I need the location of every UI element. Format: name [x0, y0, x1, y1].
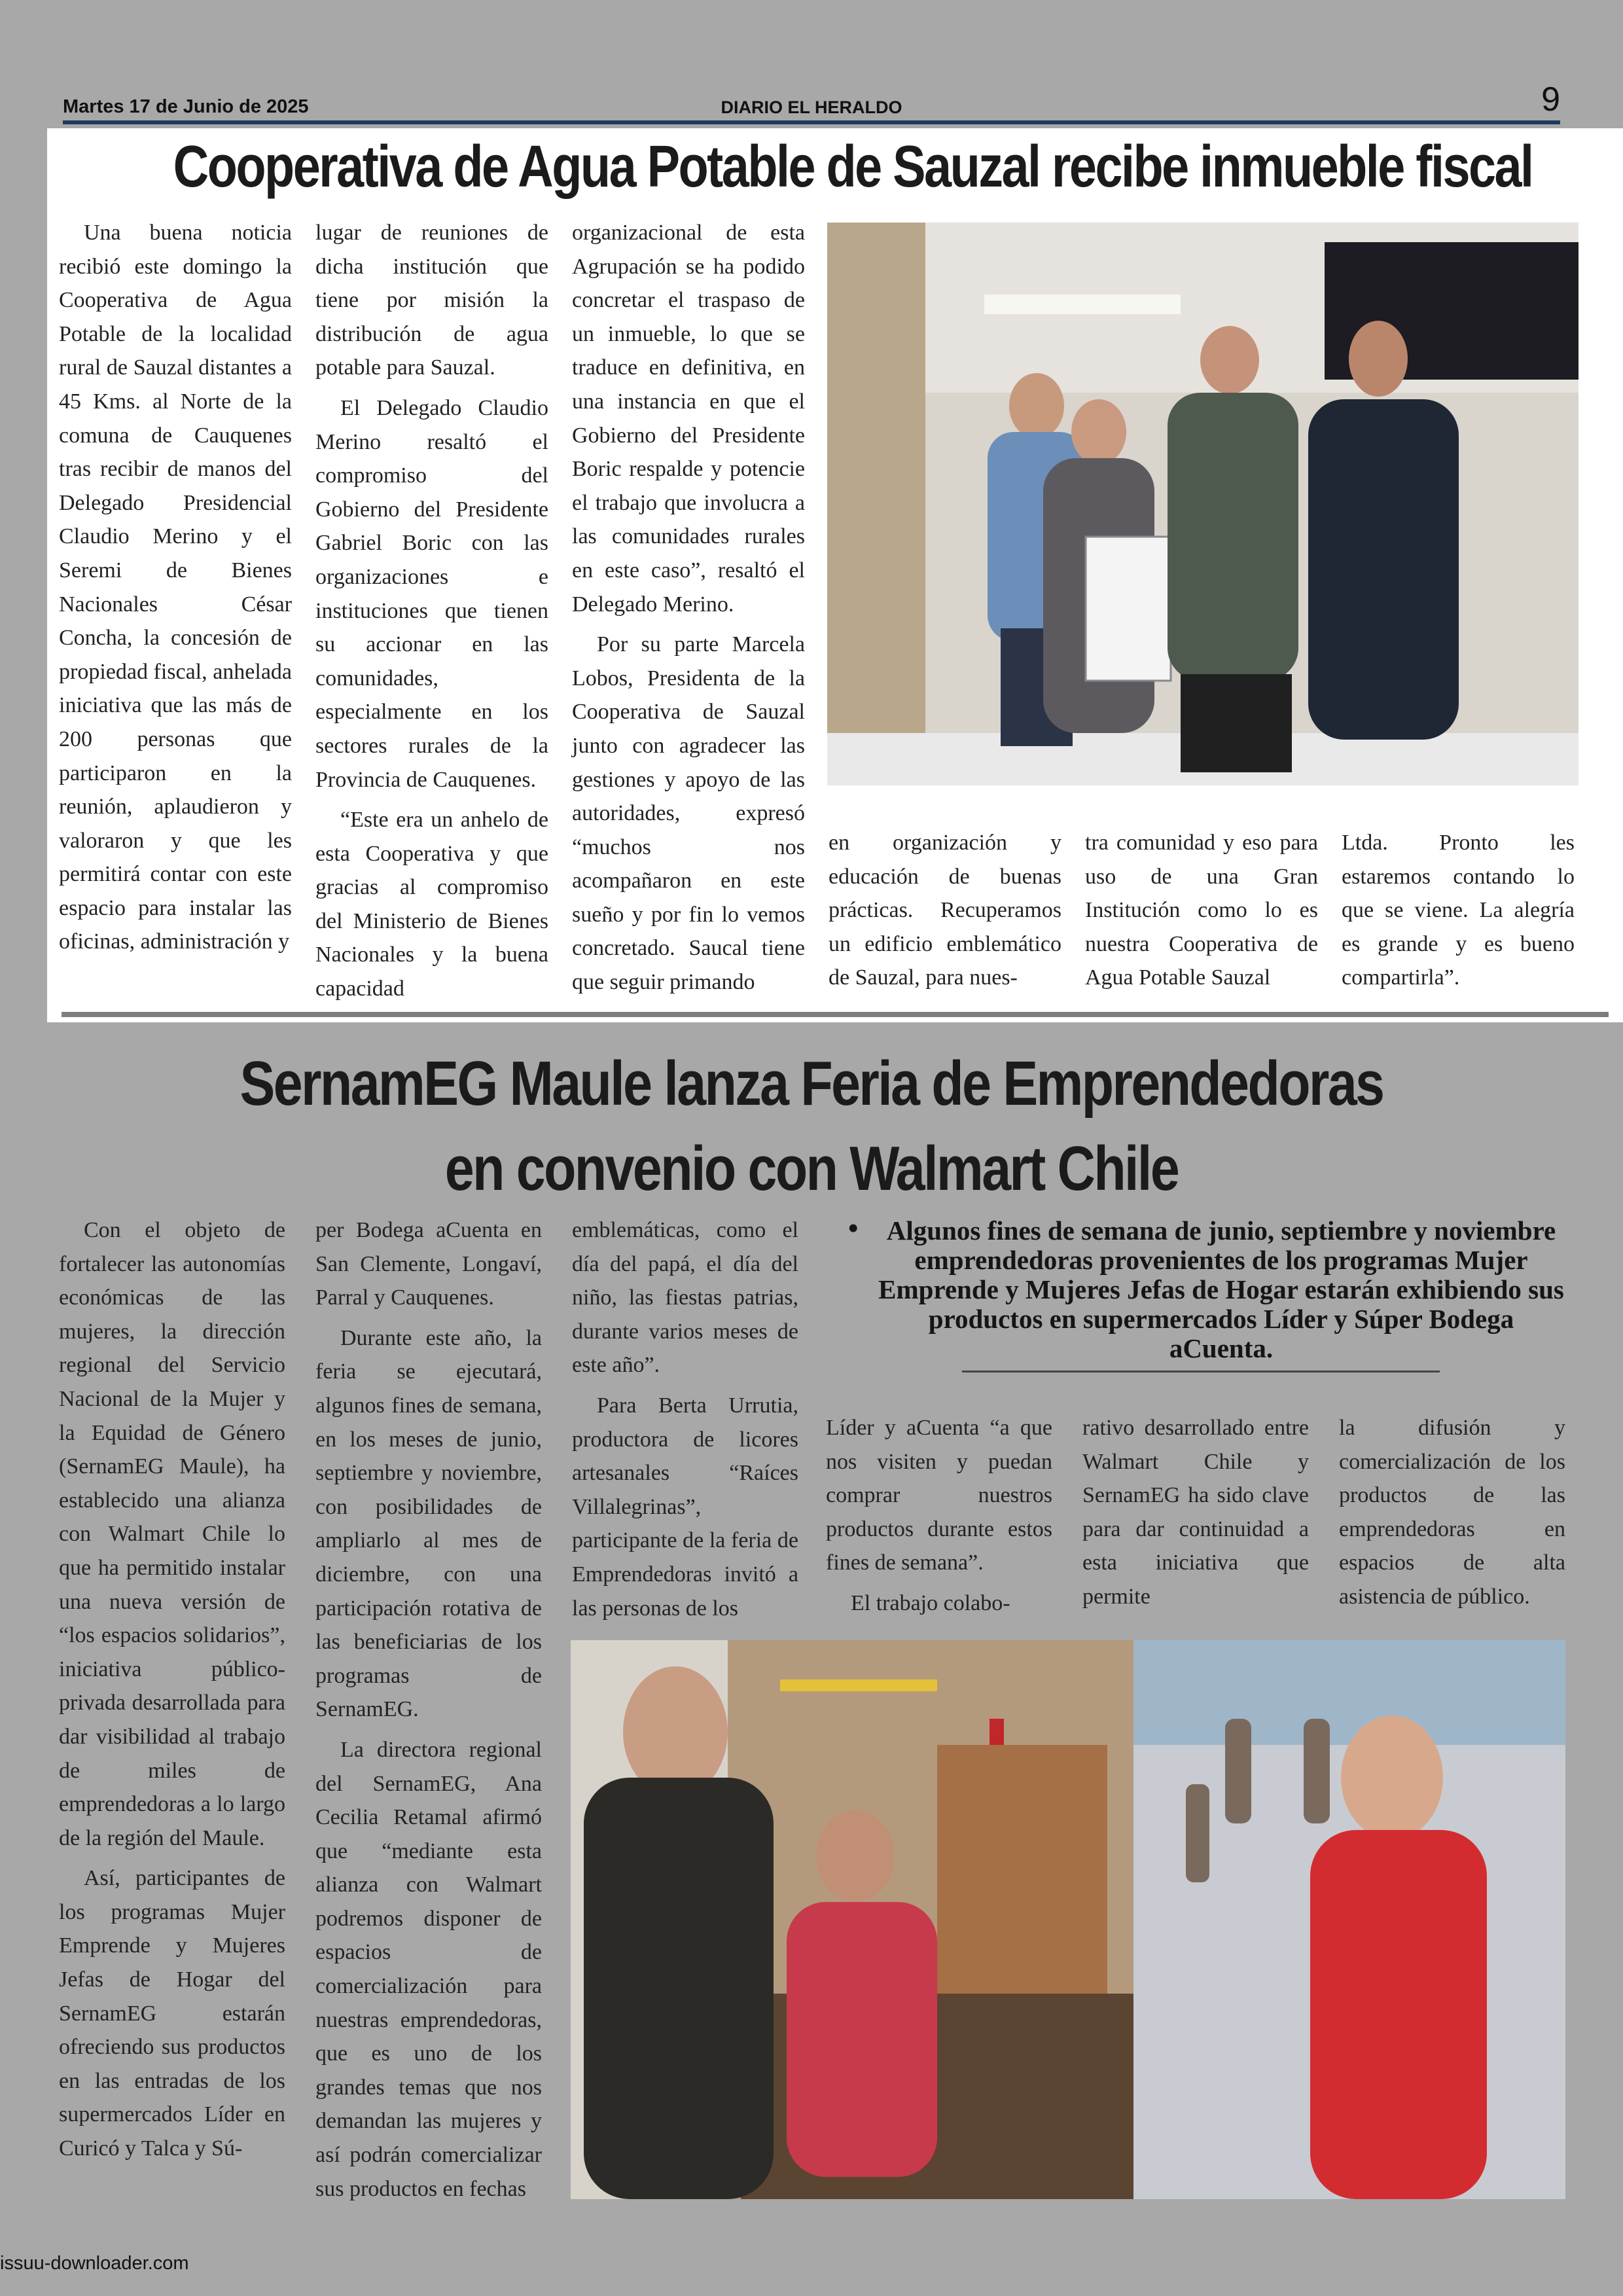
- photo-emprendedoras-fair: [571, 1640, 1565, 2199]
- paragraph: “Este era un anhelo de esta Cooperativa y que gracias al compromiso del Ministerio de Bienes Nacionales y la buena capacidad: [315, 808, 548, 1001]
- paragraph: Una buena noticia recibió este domingo la Cooperativa de Agua Potable de la localidad rural de Sauzal distantes a 45 Kms. al Norte de la comuna de Cauquenes tras recibir de manos del Delegado Presidencial Claudio Merino y el Seremi de Bienes Nacionales César Concha, la concesión de propiedad fiscal, anhelada iniciativa que las más de 200 personas que participaron en la reunión, aplaudieron y valoraron y que les permitirá contar con este espacio para instalar las oficinas, administración y: [59, 221, 292, 954]
- paragraph: El trabajo colabo-: [851, 1590, 1010, 1615]
- article-sernameg-headline-line-1: SernamEG Maule lanza Feria de Emprendedoras: [240, 1049, 1383, 1119]
- article-sauzal-col-5: [1085, 826, 1318, 1001]
- article-sauzal-col-4: [829, 826, 1061, 1001]
- article-sernameg-col-1: [59, 1213, 285, 2172]
- article-sauzal-col-1: [59, 216, 292, 965]
- page-number: 9: [1541, 81, 1560, 118]
- paragraph: La directora regional del SernamEG, Ana Cecilia Retamal afirmó que “mediante esta alianza con Walmart podremos disponer de espacios de comercialización para nuestras emprendedoras, que es uno de los grandes temas que nos demandan las mujeres y así podrán comercializar sus productos en fechas: [315, 1737, 542, 2201]
- watermark: issuu-downloader.com: [0, 2253, 189, 2274]
- article-sauzal-col-2: [315, 216, 548, 1013]
- paragraph: Ltda. Pronto les estaremos contando lo que se viene. La alegría es grande y es bueno compartirla”.: [1342, 831, 1575, 990]
- newspaper-name: DIARIO EL HERALDO: [721, 98, 902, 117]
- paragraph: Líder y aCuenta “a que nos visiten y puedan comprar nuestros productos durante estos fines de semana”.: [826, 1416, 1052, 1575]
- article-sernameg-col-5: [1082, 1411, 1309, 1621]
- paragraph: Por su parte Marcela Lobos, Presidenta de la Cooperativa de Sauzal junto con agradecer las gestiones y apoyo de las autoridades, expresó “muchos nos acompañaron en este sueño y por fin lo vemos concretado. Saucal tiene que seguir primando: [572, 632, 805, 995]
- article-sauzal-headline: Cooperativa de Agua Potable de Sauzal recibe inmueble fiscal: [173, 134, 1533, 200]
- paragraph: Durante este año, la feria se ejecutará, algunos fines de semana, en los meses de junio, septiembre y noviembre, con posibilidades de ampliarlo al mes de diciembre, con una participación rotativa de las beneficiarias de los programas de SernamEG.: [315, 1325, 542, 1722]
- callout-bullet: •: [848, 1212, 859, 1244]
- paragraph: Así, participantes de los programas Mujer Emprende y Mujeres Jefas de Hogar del SernamEG estarán ofreciendo sus productos en las entradas de los supermercados Líder en Curicó y Talca y Sú-: [59, 1866, 285, 2161]
- article-sernameg-col-4: [826, 1411, 1052, 1627]
- article-sauzal: [47, 128, 1623, 1022]
- page-header: [63, 81, 1560, 124]
- callout-underline: [962, 1371, 1440, 1372]
- article-sauzal-col-3: [572, 216, 805, 1006]
- paragraph: per Bodega aCuenta en San Clemente, Longaví, Parral y Cauquenes.: [315, 1218, 542, 1310]
- article-divider: [62, 1012, 1609, 1017]
- article-sauzal-col-6: [1342, 826, 1575, 1001]
- callout-highlight: [848, 1212, 1568, 1363]
- paragraph: Con el objeto de fortalecer las autonomías económicas de las mujeres, la dirección regional del Servicio Nacional de la Mujer y la Equidad de Género (SernamEG Maule), ha establecido una alianza con Walmart Chile lo que ha permitido instalar una nueva versión de “los espacios solidarios”, iniciativa público-privada desarrollada para dar visibilidad al trabajo de miles de emprendedoras a lo largo de la región del Maule.: [59, 1218, 285, 1850]
- paragraph: rativo desarrollado entre Walmart Chile y SernamEG ha sido clave para dar continuidad a esta iniciativa que permite: [1082, 1416, 1309, 1609]
- paragraph: en organización y educación de buenas prácticas. Recuperamos un edificio emblemático de Sauzal, para nues-: [829, 831, 1061, 990]
- issue-date: Martes 17 de Junio de 2025: [63, 96, 309, 117]
- article-sernameg-col-3: [572, 1213, 798, 1632]
- photo-sauzal-ceremony: [827, 223, 1578, 785]
- callout-text: Algunos fines de semana de junio, septiembre y noviembre emprendedoras provenientes de los programas Mujer Emprende y Mujeres Jefas de Hogar estarán exhibiendo sus productos en supermercados Líder y Súper Bodega aCuenta.: [878, 1215, 1564, 1363]
- article-sernameg-col-2: [315, 1213, 542, 2212]
- paragraph: emblemáticas, como el día del papá, el día del niño, las fiestas patrias, durante varios meses de este año”.: [572, 1218, 798, 1378]
- paragraph: lugar de reuniones de dicha institución que tiene por misión la distribución de agua potable para Sauzal.: [315, 221, 548, 380]
- article-sernameg-headline-line-2: en convenio con Walmart Chile: [444, 1134, 1179, 1204]
- paragraph: tra comunidad y eso para uso de una Gran Institución como lo es nuestra Cooperativa de Agua Potable Sauzal: [1085, 831, 1318, 990]
- paragraph: Para Berta Urrutia, productora de licores artesanales “Raíces Villalegrinas”, participante de la feria de Emprendedoras invitó a las personas de los: [572, 1393, 798, 1621]
- paragraph: El Delegado Claudio Merino resaltó el compromiso del Gobierno del Presidente Gabriel Boric con las organizaciones e instituciones que tienen su accionar en las comunidades, especialmente en los sectores rurales de la Provincia de Cauquenes.: [315, 395, 548, 792]
- paragraph: organizacional de esta Agrupación se ha podido concretar el traspaso de un inmueble, lo que se traduce en definitiva, en una instancia en que el Gobierno del Presidente Boric respalde y potencie el trabajo que involucra a las comunidades rurales en este caso”, resaltó el Delegado Merino.: [572, 221, 805, 617]
- article-sernameg-col-6: [1339, 1411, 1565, 1621]
- paragraph: la difusión y comercialización de los productos de las emprendedoras en espacios de alta asistencia de público.: [1339, 1416, 1565, 1609]
